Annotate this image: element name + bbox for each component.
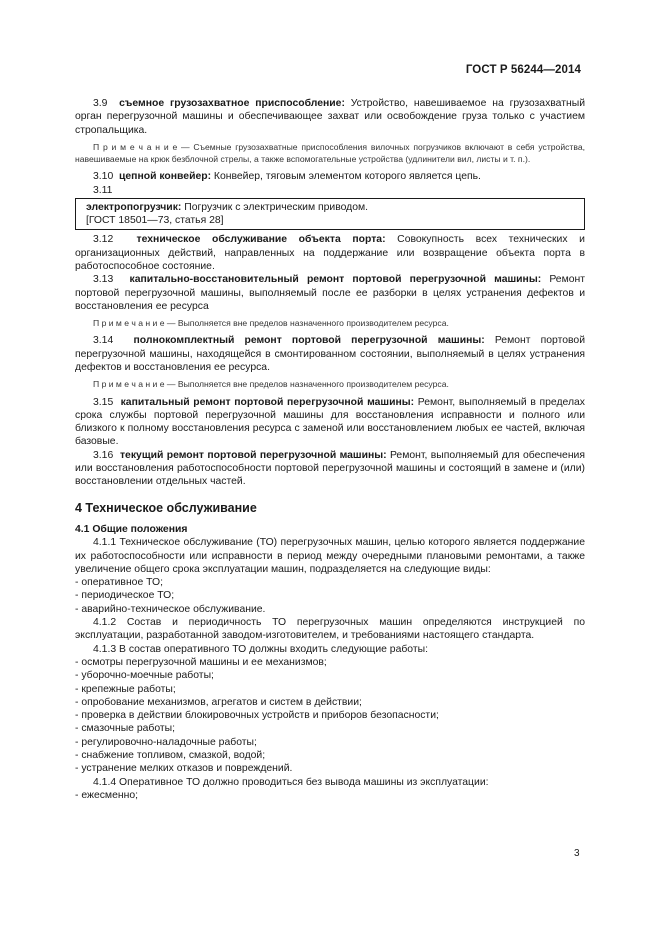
- clause-3-11: 3.11: [93, 184, 113, 196]
- list-item: - ежесменно;: [75, 789, 138, 801]
- list-item: - осмотры перегрузочной машины и ее механизмов;: [75, 656, 327, 668]
- note-3-13: [75, 317, 585, 329]
- clause-number: 3.10: [93, 171, 114, 183]
- note-3-14: [75, 378, 585, 390]
- note-text: — Выполняется вне пределов назначенного производителем ресурса.: [164, 379, 449, 390]
- note-label: П р и м е ч а н и е: [93, 141, 178, 152]
- list-item: - опробование механизмов, агрегатов и систем в действии;: [75, 696, 362, 708]
- definition-text: Конвейер, тяговым элементом которого является цепь.: [211, 171, 481, 183]
- note-text: — Съемные грузозахватные приспособления вилочных погрузчиков включают в себя устройства, навешиваемые на крюк безблочной стрелы, а также вспомогательные устройства (удлинители вил, листы и т. п.).: [75, 141, 585, 165]
- page-content: [75, 97, 585, 802]
- list-4-1-4: [75, 789, 585, 802]
- clause-4-1-1: 4.1.1 Техническое обслуживание (ТО) перегрузочных машин, целью которого является поддержание их работоспособности или исправности в период между очередными плановыми ремонтами, а также увеличение общего срока эксплуатации машин, подразделяется на следующие виды:: [75, 537, 585, 575]
- term: текущий ремонт портовой перегрузочной машины:: [119, 449, 387, 461]
- definition-text: Ремонт портовой перегрузочной машины, находящейся в смонтированном состоянии, выполняемый в целях устранения дефектов и восстановления ее ресурса.: [75, 335, 586, 374]
- list-item: - проверка в действии блокировочных устройств и приборов безопасности;: [75, 710, 439, 722]
- clause-4-1-3: 4.1.3 В состав оперативного ТО должны входить следующие работы:: [93, 643, 428, 655]
- box-reference: [ГОСТ 18501—73, статья 28]: [86, 215, 224, 227]
- clause-4-1-2: 4.1.2 Состав и периодичность ТО перегрузочных машин определяются инструкцией по эксплуатации, разработанной заводом-изготовителем, и требованиями настоящего стандарта.: [75, 617, 585, 642]
- document-code: ГОСТ Р 56244—2014: [465, 64, 581, 76]
- note-label: П р и м е ч а н и е: [93, 379, 165, 390]
- term: цепной конвейер:: [119, 171, 212, 183]
- note-3-9: [75, 141, 585, 165]
- clause-number: 3.15: [93, 396, 114, 408]
- page-number: 3: [574, 848, 580, 859]
- list-item: - регулировочно-наладочные работы;: [75, 736, 257, 748]
- definition-text: Ремонт, выполняемый в пределах срока службы портовой перегрузочной машины для восстановления исправности и полного или близкого к полному восстановления ресурса с заменой или восстановлением любых ее частей, включая базовые.: [75, 396, 585, 448]
- definition-3-11-box: [75, 198, 585, 231]
- list-4-1-3: [75, 656, 585, 776]
- clause-number: 3.13: [93, 274, 114, 286]
- term: съемное грузозахватное приспособление:: [119, 98, 345, 109]
- definition-3-16: [75, 449, 585, 489]
- term: капитальный ремонт портовой перегрузочной машины:: [120, 396, 415, 408]
- clause-number: 3.14: [93, 335, 114, 347]
- box-definition: [86, 201, 578, 214]
- list-item: - крепежные работы;: [75, 683, 176, 695]
- definition-3-9: [75, 97, 585, 137]
- definition-text: Ремонт портовой перегрузочной машины, выполняемый после ее разборки в целях устранения дефектов и восстановления ее ресурса: [75, 274, 585, 312]
- clause-number: 3.16: [93, 449, 114, 461]
- definition-text: Ремонт, выполняемый для обеспечения или восстановления работоспособности портовой перегрузочной машины и состоящий в замене и (или) восстановлении отдельных частей.: [75, 449, 585, 488]
- clause-4-1-4: 4.1.4 Оперативное ТО должно проводиться без вывода машины из эксплуатации:: [93, 776, 489, 788]
- term: техническое обслуживание объекта порта:: [136, 234, 386, 246]
- definition-3-15: [75, 396, 585, 449]
- section-heading: 4 Техническое обслуживание: [75, 500, 257, 515]
- clause-number: 3.12: [93, 234, 114, 246]
- subsection-heading: 4.1 Общие положения: [75, 523, 188, 535]
- definition-text: Погрузчик с электрическим приводом.: [181, 201, 369, 213]
- definition-text: Совокупность всех технических и организационных действий, направленных на поддержание или возвращение объекта порта в работоспособное состояние.: [75, 234, 585, 273]
- list-4-1-1: [75, 576, 585, 616]
- definition-3-12: [75, 233, 585, 273]
- list-item: - смазочные работы;: [75, 723, 176, 735]
- list-item: - снабжение топливом, смазкой, водой;: [75, 749, 266, 761]
- term: полнокомплектный ремонт портовой перегрузочной машины:: [133, 335, 485, 347]
- definition-3-10: [75, 170, 585, 183]
- term: электропогрузчик:: [86, 201, 182, 213]
- list-item: - уборочно-моечные работы;: [75, 670, 214, 682]
- definition-text: Устройство, навешиваемое на грузозахватный орган перегрузочной машины и обеспечивающее захват или освобождение груза только с участием стропальщика.: [75, 98, 586, 136]
- term: капитально-восстановительный ремонт портовой перегрузочной машины:: [129, 274, 542, 286]
- definition-3-14: [75, 334, 585, 374]
- clause-number: 3.9: [93, 98, 108, 109]
- definition-3-13: [75, 273, 585, 313]
- note-text: — Выполняется вне пределов назначенного производителем ресурса.: [164, 318, 449, 329]
- note-label: П р и м е ч а н и е: [93, 318, 165, 329]
- list-item: - оперативное ТО;: [75, 577, 163, 589]
- list-item: - аварийно-техническое обслуживание.: [75, 603, 266, 615]
- list-item: - устранение мелких отказов и повреждений.: [75, 763, 293, 775]
- list-item: - периодическое ТО;: [75, 590, 175, 602]
